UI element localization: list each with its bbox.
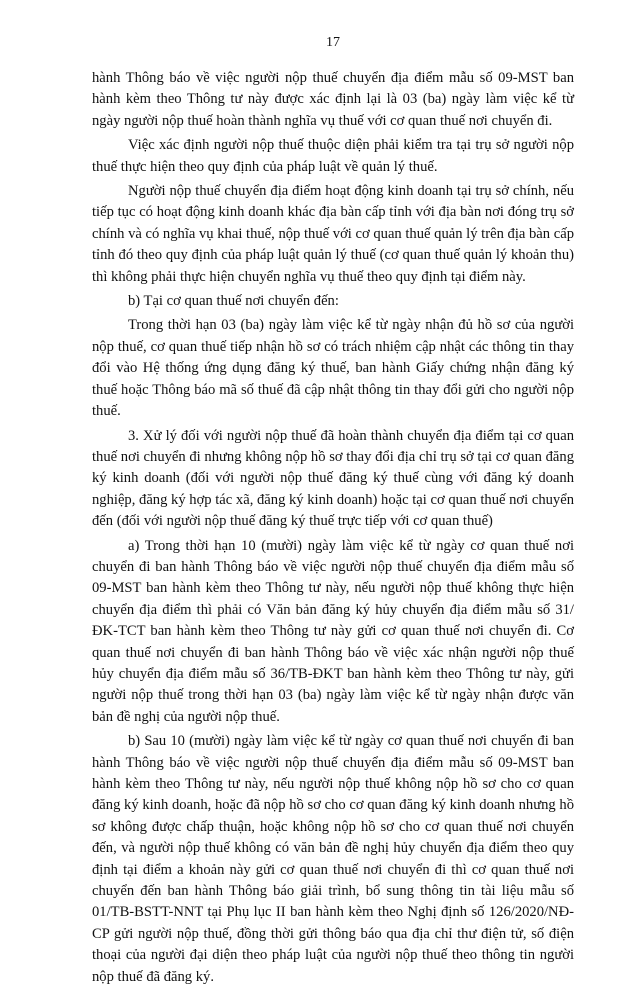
page-number: 17: [326, 35, 340, 50]
paragraph-point-b: b) Sau 10 (mười) ngày làm việc kể từ ngày cơ quan thuế nơi chuyển đi ban hành Thông báo về việc người nộp thuế chuyển địa điểm mẫu số 09-MST ban hành kèm theo Thông tư này, nếu người nộp thuế không nộp hồ sơ cho cơ quan đăng ký kinh doanh, hoặc đã nộp hồ sơ cho cơ quan đăng ký kinh doanh nhưng hồ sơ không được chấp thuận, hoặc không nộp hồ sơ cho cơ quan thuế nơi chuyển đến, và người nộp thuế không có văn bản đề nghị hủy chuyển địa điểm theo quy định tại điểm a khoản này gửi cơ quan thuế nơi chuyển đi thì cơ quan thuế nơi chuyển đến ban hành Thông báo giải trình, bổ sung thông tin tài liệu mẫu số 01/TB-BSTT-NNT tại Phụ lục II ban hành kèm theo Nghị định số 126/2020/NĐ-CP gửi người nộp thuế, đồng thời gửi thông báo qua địa chỉ thư điện tử, số điện thoại của người đại diện theo pháp luật của người nộp thuế theo thông tin người nộp thuế đã đăng ký.: [92, 733, 574, 985]
paragraph-receiving-office: Trong thời hạn 03 (ba) ngày làm việc kể từ ngày nhận đủ hồ sơ của người nộp thuế, cơ quan thuế tiếp nhận hồ sơ có trách nhiệm cập nhật các thông tin thay đổi vào Hệ thống ứng dụng đăng ký thuế, ban hành Giấy chứng nhận đăng ký thuế hoặc Thông báo mã số thuế đã cập nhật thông tin thay đổi gửi cho người nộp thuế.: [92, 317, 574, 420]
paragraph-inspection: Việc xác định người nộp thuế thuộc diện phải kiểm tra tại trụ sở người nộp thuế thực hiện theo quy định của pháp luật về quản lý thuế.: [92, 137, 574, 175]
paragraph-continuation: hành Thông báo về việc người nộp thuế chuyển địa điểm mẫu số 09-MST ban hành kèm theo Thông tư này được xác định lại là 03 (ba) ngày làm việc kể từ ngày người nộp thuế hoàn thành nghĩa vụ thuế với cơ quan thuế nơi chuyển đi.: [92, 70, 574, 129]
paragraph-heading-b: b) Tại cơ quan thuế nơi chuyển đến:: [128, 293, 339, 310]
paragraph-section-3: 3. Xử lý đối với người nộp thuế đã hoàn thành chuyển địa điểm tại cơ quan thuế nơi chuyển đi nhưng không nộp hồ sơ thay đổi địa chỉ trụ sở tại cơ quan đăng ký kinh doanh (đối với người nộp thuế đăng ký thuế cùng với đăng ký doanh nghiệp, đăng ký hợp tác xã, đăng ký kinh doanh) hoặc tại cơ quan thuế nơi chuyển đến (đối với người nộp thuế đăng ký thuế trực tiếp với cơ quan thuế): [92, 427, 574, 530]
paragraph-head-office-relocation: Người nộp thuế chuyển địa điểm hoạt động kinh doanh tại trụ sở chính, nếu tiếp tục có hoạt động kinh doanh khác địa bàn cấp tỉnh với địa bàn nơi đóng trụ sở chính và có nghĩa vụ khai thuế, nộp thuế với cơ quan thuế quản lý trên địa bàn cấp tỉnh đó theo quy định của pháp luật quản lý thuế (cơ quan thuế quản lý khoản thu) thì không phải thực hiện chuyển nghĩa vụ thuế theo quy định tại điểm này.: [92, 183, 574, 285]
paragraph-point-a: a) Trong thời hạn 10 (mười) ngày làm việc kể từ ngày cơ quan thuế nơi chuyển đi ban hành Thông báo về việc người nộp thuế chuyển địa điểm mẫu số 09-MST ban hành kèm theo Thông tư này, nếu người nộp thuế không thực hiện chuyển địa điểm thì phải có Văn bản đăng ký hủy chuyển địa điểm mẫu số 31/ĐK-TCT ban hành kèm theo Thông tư này gửi cơ quan thuế nơi chuyển đi. Cơ quan thuế nơi chuyển đi ban hành Thông báo về việc xác nhận người nộp thuế hủy chuyển địa điểm mẫu số 36/TB-ĐKT ban hành kèm theo Thông tư này, gửi người nộp thuế trong thời hạn 03 (ba) ngày làm việc kể từ ngày nhận được văn bản đề nghị của người nộp thuế.: [92, 537, 574, 725]
